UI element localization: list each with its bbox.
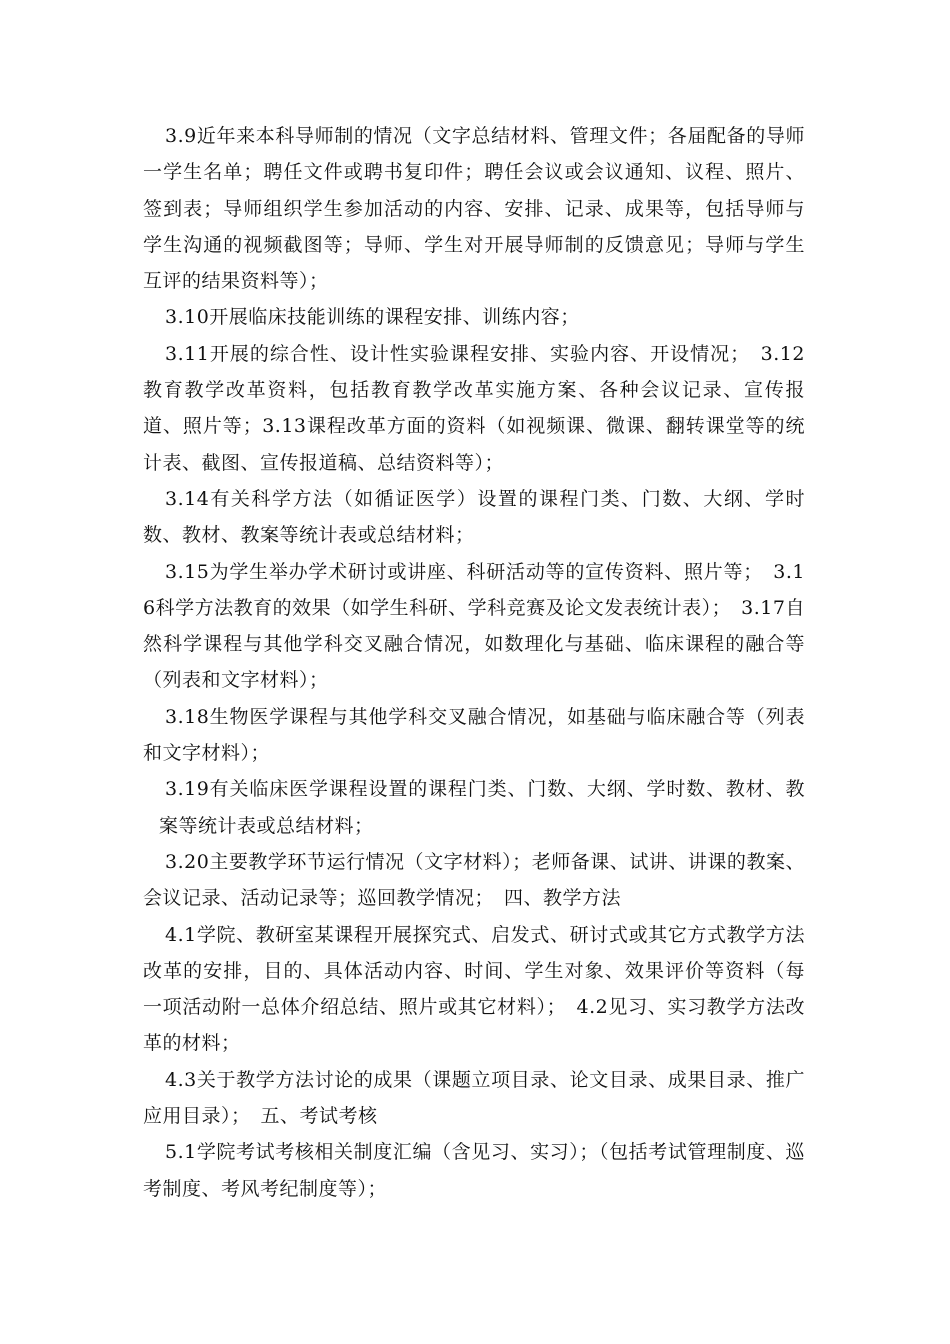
- paragraph-3-11: 3.11开展的综合性、设计性实验课程安排、实验内容、开设情况； 3.12教育教学改革资料，包括教育教学改革实施方案、各种会议记录、宣传报道、照片等；3.13课程改革方面的资料（如视频课、微课、翻转课堂等的统计表、截图、宣传报道稿、总结资料等）；: [143, 342, 805, 474]
- paragraph-3-15: 3.15为学生举办学术研讨或讲座、科研活动等的宣传资料、照片等； 3.16科学方法教育的效果（如学生科研、学科竞赛及论文发表统计表）； 3.17自然科学课程与其他学科交叉融合情况，如数理化与基础、临床课程的融合等（列表和文字材料）；: [143, 560, 805, 692]
- paragraph-4-1: 4.1学院、教研室某课程开展探究式、启发式、研讨式或其它方式教学方法改革的安排，目的、具体活动内容、时间、学生对象、效果评价等资料（每一项活动附一总体介绍总结、照片或其它材料）； 4.2见习、实习教学方法改革的材料；: [143, 923, 805, 1055]
- document-body: [143, 118, 805, 1207]
- paragraph-3-14: 3.14有关科学方法（如循证医学）设置的课程门类、门数、大纲、学时数、教材、教案等统计表或总结材料；: [143, 487, 805, 547]
- paragraph-4-3: 4.3关于教学方法讨论的成果（课题立项目录、论文目录、成果目录、推广应用目录）； 五、考试考核: [143, 1068, 805, 1128]
- paragraph-5-1: 5.1学院考试考核相关制度汇编（含见习、实习）；（包括考试管理制度、巡考制度、考风考纪制度等）；: [143, 1141, 805, 1200]
- paragraph-3-18: 3.18生物医学课程与其他学科交叉融合情况，如基础与临床融合等（列表和文字材料）；: [143, 705, 805, 765]
- paragraph-3-20: 3.20主要教学环节运行情况（文字材料）；老师备课、试讲、讲课的教案、会议记录、活动记录等；巡回教学情况； 四、教学方法: [143, 850, 805, 910]
- paragraph-3-19: 3.19有关临床医学课程设置的课程门类、门数、大纲、学时数、教材、教案等统计表或总结材料；: [159, 778, 805, 837]
- paragraph-3-9: 3.9近年来本科导师制的情况（文字总结材料、管理文件；各届配备的导师一学生名单；聘任文件或聘书复印件；聘任会议或会议通知、议程、照片、签到表；导师组织学生参加活动的内容、安排、记录、成果等，包括导师与学生沟通的视频截图等；导师、学生对开展导师制的反馈意见；导师与学生互评的结果资料等）；: [143, 125, 805, 293]
- paragraph-3-10: 3.10开展临床技能训练的课程安排、训练内容；: [165, 306, 580, 329]
